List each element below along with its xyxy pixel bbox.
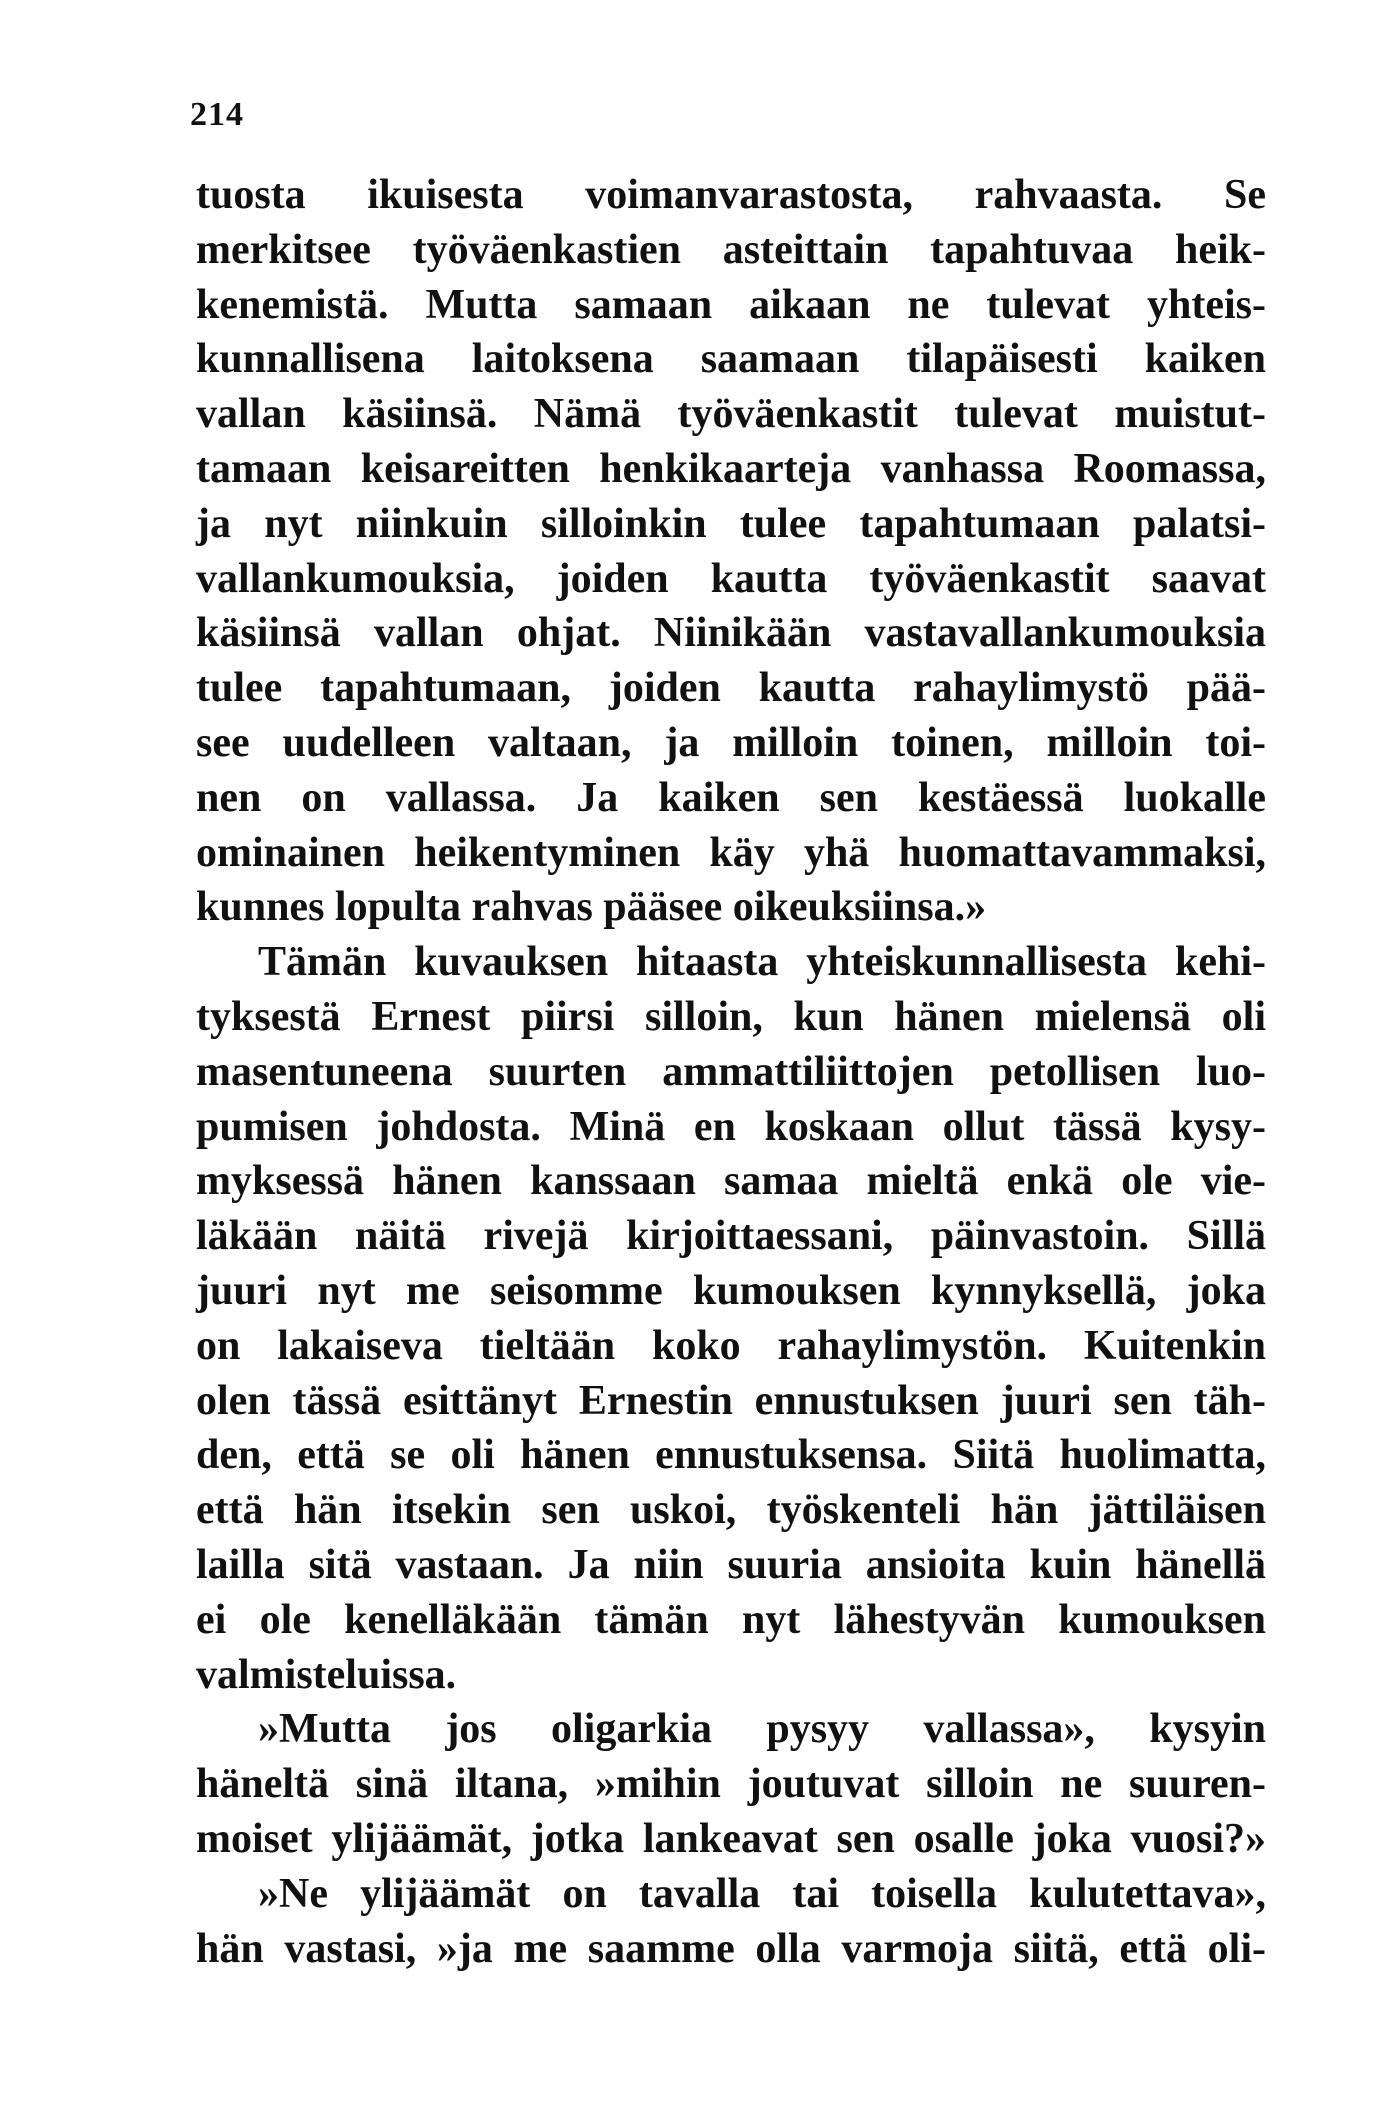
text-line: moiset ylijäämät, jotka lankeavat sen osalle joka vuosi?» xyxy=(196,1815,1266,1862)
text-line: hän vastasi, »ja me saamme olla varmoja siitä, että oli- xyxy=(196,1925,1266,1972)
text-line: että hän itsekin sen uskoi, työskenteli hän jättiläisen xyxy=(196,1487,1266,1534)
text-line: läkään näitä rivejä kirjoittaessani, päinvastoin. Sillä xyxy=(196,1213,1266,1260)
text-line: kunnallisena laitoksena saamaan tilapäisesti kaiken xyxy=(196,336,1266,383)
text-line: masentuneena suurten ammattiliittojen petollisen luo- xyxy=(196,1048,1266,1095)
text-line: tulee tapahtumaan, joiden kautta rahaylimystö pää- xyxy=(196,665,1266,712)
text-line: tamaan keisareitten henkikaarteja vanhassa Roomassa, xyxy=(196,445,1266,492)
text-line: juuri nyt me seisomme kumouksen kynnyksellä, joka xyxy=(196,1267,1266,1314)
text-line: see uudelleen valtaan, ja milloin toinen, milloin toi- xyxy=(196,719,1266,766)
text-line: »Ne ylijäämät on tavalla tai toisella kulutettava», xyxy=(258,1870,1266,1917)
text-line: vallan käsiinsä. Nämä työväenkastit tulevat muistut- xyxy=(196,391,1266,438)
text-line: lailla sitä vastaan. Ja niin suuria ansioita kuin hänellä xyxy=(196,1541,1266,1588)
text-line: tyksestä Ernest piirsi silloin, kun hänen mielensä oli xyxy=(196,993,1266,1040)
body-text xyxy=(196,168,1266,1976)
text-line: vallankumouksia, joiden kautta työväenkastit saavat xyxy=(196,555,1266,602)
text-line: ja nyt niinkuin silloinkin tulee tapahtumaan palatsi- xyxy=(196,500,1266,547)
text-line: on lakaiseva tieltään koko rahaylimystön. Kuitenkin xyxy=(196,1322,1266,1369)
text-line: nen on vallassa. Ja kaiken sen kestäessä luokalle xyxy=(196,774,1266,821)
text-line: pumisen johdosta. Minä en koskaan ollut tässä kysy- xyxy=(196,1103,1266,1150)
text-line: kunnes lopulta rahvas pääsee oikeuksiinsa.» xyxy=(196,884,987,931)
text-line: ominainen heikentyminen käy yhä huomattavammaksi, xyxy=(196,829,1266,876)
text-line: ei ole kenelläkään tämän nyt lähestyvän kumouksen xyxy=(196,1596,1266,1643)
text-line: valmisteluissa. xyxy=(196,1651,457,1698)
text-line: Tämän kuvauksen hitaasta yhteiskunnallisesta kehi- xyxy=(258,939,1266,986)
text-line: den, että se oli hänen ennustuksensa. Siitä huolimatta, xyxy=(196,1432,1266,1479)
text-line: kenemistä. Mutta samaan aikaan ne tulevat yhteis- xyxy=(196,281,1266,328)
text-line: merkitsee työväenkastien asteittain tapahtuvaa heik- xyxy=(196,226,1266,273)
page-number: 214 xyxy=(190,96,244,133)
text-line: »Mutta jos oligarkia pysyy vallassa», kysyin xyxy=(258,1706,1266,1753)
text-line: tuosta ikuisesta voimanvarastosta, rahvaasta. Se xyxy=(196,172,1266,218)
text-line: häneltä sinä iltana, »mihin joutuvat silloin ne suuren- xyxy=(196,1761,1266,1808)
text-line: myksessä hänen kanssaan samaa mieltä enkä ole vie- xyxy=(196,1158,1266,1205)
text-line: käsiinsä vallan ohjat. Niinikään vastavallankumouksia xyxy=(196,610,1266,657)
text-line: olen tässä esittänyt Ernestin ennustuksen juuri sen täh- xyxy=(196,1377,1266,1424)
